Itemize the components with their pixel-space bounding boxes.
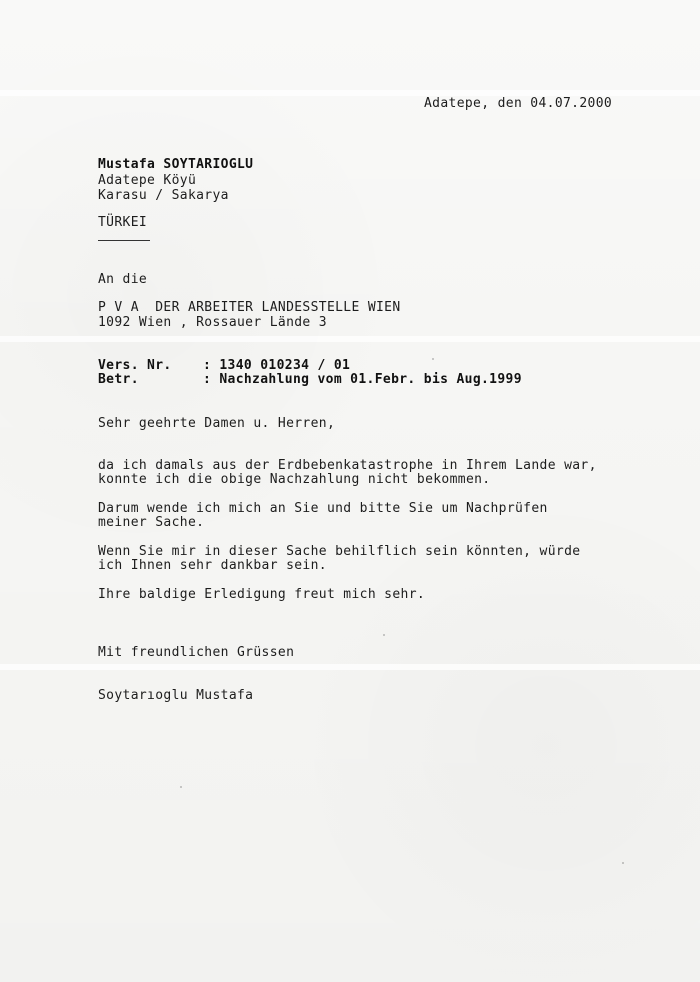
letter-date: Adatepe, den 04.07.2000 (424, 96, 613, 111)
scan-speck (180, 786, 182, 788)
sender-name: Mustafa SOYTARIOGLU (98, 157, 254, 172)
paragraph-line: Wenn Sie mir in dieser Sache behilflich sein könnten, würde (98, 544, 581, 559)
closing: Mit freundlichen Grüssen (98, 645, 295, 660)
sender-country: TÜRKEI (98, 215, 148, 230)
paragraph-line: Darum wende ich mich an Sie und bitte Sie um Nachprüfen (98, 501, 548, 516)
scan-speck (432, 358, 434, 360)
reference-vers-label: Vers. Nr. (98, 358, 172, 373)
paragraph-line: meiner Sache. (98, 515, 205, 530)
greeting: Sehr geehrte Damen u. Herren, (98, 416, 336, 431)
scan-speck (383, 634, 385, 636)
recipient-organization: P V A DER ARBEITER LANDESSTELLE WIEN (98, 300, 401, 315)
paragraph-line: da ich damals aus der Erdbebenkatastrophe in Ihrem Lande war, (98, 458, 597, 473)
country-underline (98, 240, 150, 241)
reference-betr-value: : Nachzahlung vom 01.Febr. bis Aug.1999 (203, 372, 522, 387)
scan-speck (622, 862, 624, 864)
reference-betr-label: Betr. (98, 372, 139, 387)
paragraph-line: ich Ihnen sehr dankbar sein. (98, 558, 327, 573)
paragraph-line: Ihre baldige Erledigung freut mich sehr. (98, 587, 426, 602)
scan-band-lower (0, 664, 700, 670)
signature-name: Soytarıoglu Mustafa (98, 688, 254, 703)
paragraph-line: konnte ich die obige Nachzahlung nicht bekommen. (98, 472, 491, 487)
sender-address-line-2: Karasu / Sakarya (98, 188, 229, 203)
reference-vers-value: : 1340 010234 / 01 (203, 358, 351, 373)
recipient-address: 1092 Wien , Rossauer Lände 3 (98, 315, 327, 330)
scan-band-middle (0, 336, 700, 342)
sender-address-line-1: Adatepe Köyü (98, 173, 197, 188)
recipient-intro: An die (98, 272, 148, 287)
